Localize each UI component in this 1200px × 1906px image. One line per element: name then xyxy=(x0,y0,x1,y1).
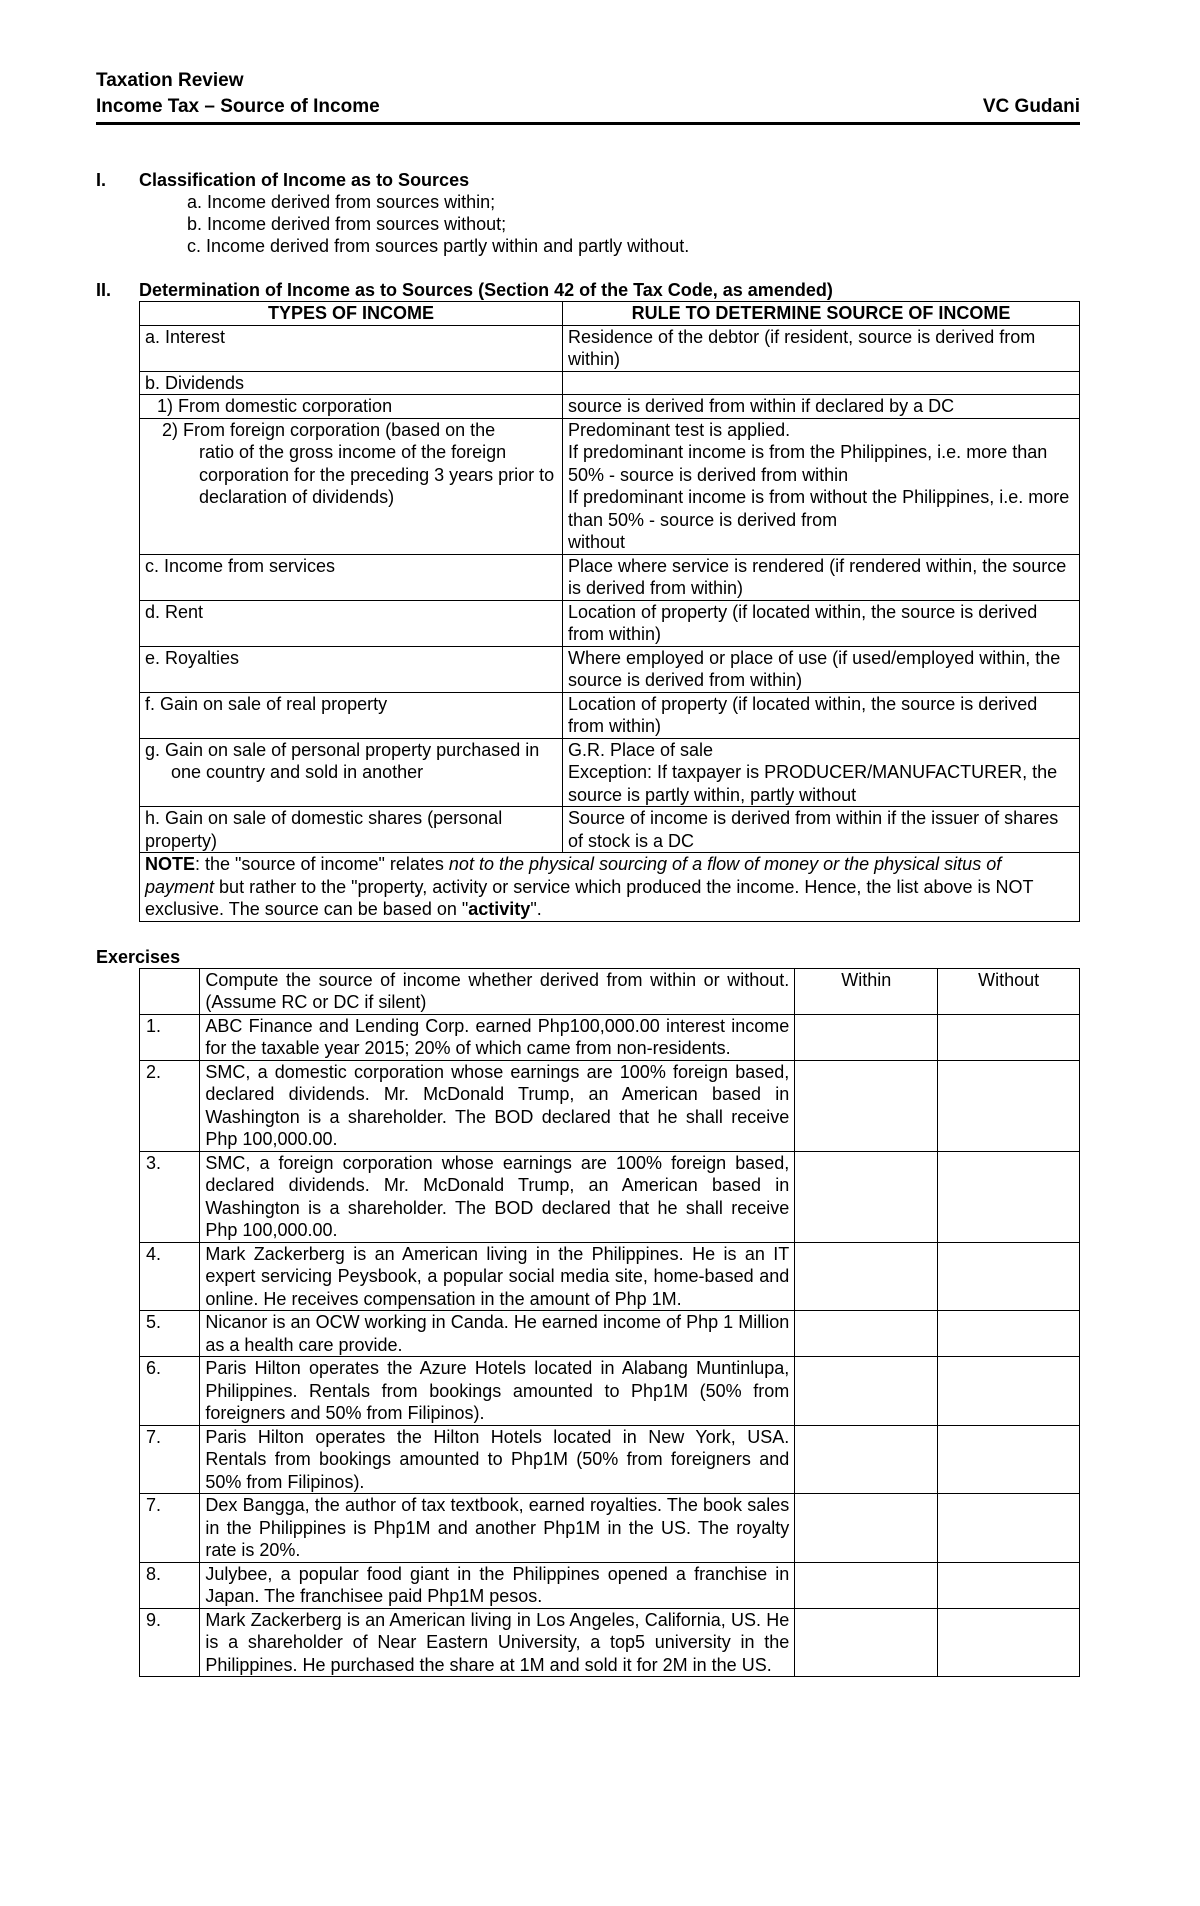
within-answer-cell xyxy=(795,1014,938,1060)
rule-line: If predominant income is from without the Philippines, i.e. more than 50% - source is derived from xyxy=(568,487,1070,530)
table-row xyxy=(140,1151,1080,1242)
note-row xyxy=(140,853,1080,922)
income-type xyxy=(140,738,563,807)
within-answer-cell xyxy=(795,1357,938,1426)
table-row xyxy=(140,554,1080,600)
source-rule: source is derived from within if declared by a DC xyxy=(563,395,1080,419)
income-type: a. Interest xyxy=(140,325,563,371)
within-answer-cell xyxy=(795,1242,938,1311)
exercises-title: Exercises xyxy=(96,946,181,967)
without-answer-cell xyxy=(938,1060,1080,1151)
without-answer-cell xyxy=(938,1357,1080,1426)
exercise-text: Julybee, a popular food giant in the Philippines opened a franchise in Japan. The franchisee paid Php1M pesos. xyxy=(200,1562,795,1608)
exercise-text: Mark Zackerberg is an American living in the Philippines. He is an IT expert servicing Peysbook, a popular social media site, home-based and online. He receives compensation in the amount of Php 1M. xyxy=(200,1242,795,1311)
rule-line: If predominant income is from the Philippines, i.e. more than 50% - source is derived from within xyxy=(568,442,1048,485)
exercise-text: SMC, a domestic corporation whose earnings are 100% foreign based, declared dividends. Mr. McDonald Trump, an American based in Washington is a shareholder. The BOD declared that he shall receive Php 100,000.00. xyxy=(200,1060,795,1151)
without-answer-cell xyxy=(938,1014,1080,1060)
table-row xyxy=(140,807,1080,853)
note-emphasis: not to the physical sourcing of a flow of money or the physical situs of payment xyxy=(145,854,1002,897)
note-label: NOTE xyxy=(145,854,196,874)
column-header-within: Within xyxy=(795,968,938,1014)
source-rule xyxy=(563,738,1080,807)
exercise-text: SMC, a foreign corporation whose earnings are 100% foreign based, declared dividends. Mr. McDonald Trump, an American based in Washington is a shareholder. The BOD declared that he shall receive Php 100,000.00. xyxy=(200,1151,795,1242)
list-item: a. Income derived from sources within; xyxy=(187,192,496,212)
income-source-table xyxy=(139,301,1080,922)
item-number: 1. xyxy=(140,1014,200,1060)
note-cell xyxy=(140,853,1080,922)
table-row xyxy=(140,418,1080,554)
rule-line: without xyxy=(568,532,626,552)
table-row xyxy=(140,646,1080,692)
list-item: b. Income derived from sources without; xyxy=(187,214,507,234)
document-page xyxy=(96,68,1080,1677)
income-type-text: g. Gain on sale of personal property purchased in one country and sold in another xyxy=(145,739,540,782)
without-answer-cell xyxy=(938,1151,1080,1242)
item-number: 8. xyxy=(140,1562,200,1608)
within-answer-cell xyxy=(795,1060,938,1151)
table-row xyxy=(140,1242,1080,1311)
document-header xyxy=(96,68,1080,125)
number-cell xyxy=(140,968,200,1014)
income-type: d. Rent xyxy=(140,600,563,646)
without-answer-cell xyxy=(938,1494,1080,1563)
header-rule xyxy=(96,122,1080,125)
table-row xyxy=(140,1562,1080,1608)
source-rule xyxy=(563,371,1080,395)
column-header: TYPES OF INCOME xyxy=(140,302,563,326)
within-answer-cell xyxy=(795,1311,938,1357)
without-answer-cell xyxy=(938,1242,1080,1311)
table-row xyxy=(140,1494,1080,1563)
source-rule: Place where service is rendered (if rendered within, the source is derived from within) xyxy=(563,554,1080,600)
income-type: c. Income from services xyxy=(140,554,563,600)
section-number: I. xyxy=(96,170,107,190)
section-1 xyxy=(96,169,1080,257)
source-rule: Residence of the debtor (if resident, source is derived from within) xyxy=(563,325,1080,371)
table-row xyxy=(140,1608,1080,1677)
exercise-text: Mark Zackerberg is an American living in Los Angeles, California, US. He is a shareholder of Near Eastern University, a top5 university in the Philippines. He purchased the share at 1M and sold it for 2M in the US. xyxy=(200,1608,795,1677)
within-answer-cell xyxy=(795,1494,938,1563)
table-header-row xyxy=(140,968,1080,1014)
rule-line: G.R. Place of sale xyxy=(568,739,714,760)
income-type: e. Royalties xyxy=(140,646,563,692)
table-row xyxy=(140,325,1080,371)
item-number: 2. xyxy=(140,1060,200,1151)
item-number: 6. xyxy=(140,1357,200,1426)
exercise-text: Dex Bangga, the author of tax textbook, earned royalties. The book sales in the Philippines is Php1M and another Php1M in the US. The royalty rate is 20%. xyxy=(200,1494,795,1563)
exercises-table xyxy=(139,968,1080,1678)
within-answer-cell xyxy=(795,1425,938,1494)
table-row xyxy=(140,1425,1080,1494)
item-number: 9. xyxy=(140,1608,200,1677)
exercise-text: Paris Hilton operates the Azure Hotels located in Alabang Muntinlupa, Philippines. Rentals from bookings amounted to Php1M (50% from foreigners and 50% from Filipinos). xyxy=(200,1357,795,1426)
topic-title: Income Tax – Source of Income xyxy=(96,96,380,117)
note-text: : the "source of income" relates xyxy=(195,854,449,874)
author-name: VC Gudani xyxy=(982,96,1080,117)
item-number: 5. xyxy=(140,1311,200,1357)
income-type: b. Dividends xyxy=(140,371,563,395)
column-header: RULE TO DETERMINE SOURCE OF INCOME xyxy=(563,302,1080,326)
item-number: 4. xyxy=(140,1242,200,1311)
income-type-line: 2) From foreign corporation (based on the xyxy=(162,419,496,440)
course-title: Taxation Review xyxy=(96,70,244,91)
source-rule: Where employed or place of use (if used/employed within, the source is derived from within) xyxy=(563,646,1080,692)
table-row xyxy=(140,600,1080,646)
note-text: ". xyxy=(530,899,542,919)
table-row xyxy=(140,1060,1080,1151)
table-row xyxy=(140,1311,1080,1357)
note-text: but rather to the "property, activity or service which produced the income. Hence, the list above is NOT exclusive. The source can be based on " xyxy=(145,876,1034,919)
rule-line: Predominant test is applied. xyxy=(568,419,791,440)
table-row xyxy=(140,1014,1080,1060)
exercise-text: ABC Finance and Lending Corp. earned Php100,000.00 interest income for the taxable year 2015; 20% of which came from non-residents. xyxy=(200,1014,795,1060)
without-answer-cell xyxy=(938,1608,1080,1677)
income-type: h. Gain on sale of domestic shares (personal property) xyxy=(140,807,563,853)
source-rule: Source of income is derived from within if the issuer of shares of stock is a DC xyxy=(563,807,1080,853)
table-row xyxy=(140,371,1080,395)
income-type xyxy=(140,418,563,554)
exercise-text: Paris Hilton operates the Hilton Hotels located in New York, USA. Rentals from bookings amounted to Php1M (50% from foreigners and 50% from Filipinos). xyxy=(200,1425,795,1494)
item-number: 3. xyxy=(140,1151,200,1242)
table-header-row xyxy=(140,302,1080,326)
section-number: II. xyxy=(96,280,112,300)
income-type: 1) From domestic corporation xyxy=(140,395,563,419)
note-keyword: activity xyxy=(468,899,531,919)
instruction-cell: Compute the source of income whether derived from within or without. (Assume RC or DC if silent) xyxy=(200,968,795,1014)
table-row xyxy=(140,395,1080,419)
section-title: Classification of Income as to Sources xyxy=(139,170,470,190)
item-number: 7. xyxy=(140,1494,200,1563)
within-answer-cell xyxy=(795,1151,938,1242)
income-type-line: ratio of the gross income of the foreign corporation for the preceding 3 years prior to declaration of dividends) xyxy=(199,442,555,507)
section-2 xyxy=(96,279,1080,301)
rule-line: Exception: If taxpayer is PRODUCER/MANUFACTURER, the source is partly within, partly without xyxy=(568,762,1058,805)
table-row xyxy=(140,738,1080,807)
source-rule: Location of property (if located within, the source is derived from within) xyxy=(563,692,1080,738)
section-title: Determination of Income as to Sources (Section 42 of the Tax Code, as amended) xyxy=(139,280,833,300)
without-answer-cell xyxy=(938,1562,1080,1608)
without-answer-cell xyxy=(938,1425,1080,1494)
within-answer-cell xyxy=(795,1608,938,1677)
list-item: c. Income derived from sources partly within and partly without. xyxy=(187,236,690,256)
column-header-without: Without xyxy=(938,968,1080,1014)
income-type: f. Gain on sale of real property xyxy=(140,692,563,738)
exercise-text: Nicanor is an OCW working in Canda. He earned income of Php 1 Million as a health care provide. xyxy=(200,1311,795,1357)
source-rule xyxy=(563,418,1080,554)
source-rule: Location of property (if located within, the source is derived from within) xyxy=(563,600,1080,646)
table-row xyxy=(140,692,1080,738)
table-row xyxy=(140,1357,1080,1426)
within-answer-cell xyxy=(795,1562,938,1608)
item-number: 7. xyxy=(140,1425,200,1494)
without-answer-cell xyxy=(938,1311,1080,1357)
